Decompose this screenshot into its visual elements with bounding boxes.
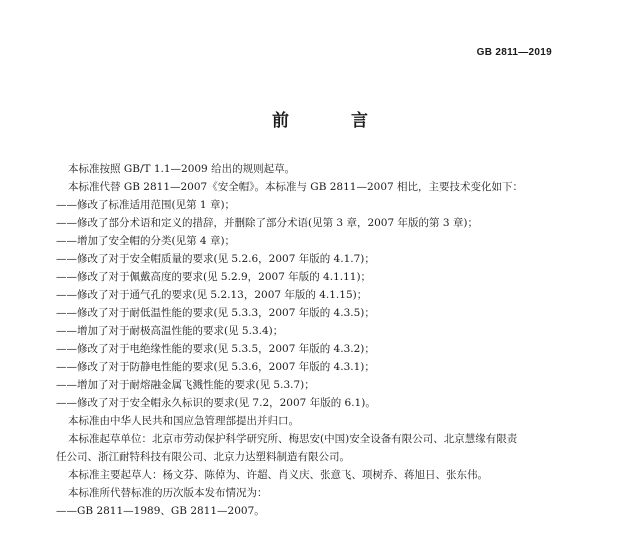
- paragraph-line: ——增加了安全帽的分类(见第 4 章)；: [56, 235, 236, 247]
- paragraph-line: 本标准起草单位：北京市劳动保护科学研究所、梅思安(中国)安全设备有限公司、北京慧缘有限责: [68, 433, 518, 445]
- paragraph-line: ——GB 2811—1989、GB 2811—2007。: [56, 505, 265, 517]
- paragraph-line: ——修改了对于电绝缘性能的要求(见 5.3.5，2007 年版的 4.3.2)；: [56, 343, 375, 355]
- paragraph-line: ——修改了标准适用范围(见第 1 章)；: [56, 199, 236, 211]
- paragraph-line: ——修改了部分术语和定义的措辞，并删除了部分术语(见第 3 章，2007 年版的第 3 章)；: [56, 217, 478, 229]
- paragraph-line: 本标准按照 GB/T 1.1—2009 给出的规则起草。: [68, 163, 296, 175]
- paragraph-line: 本标准主要起草人：杨文芬、陈倬为、许超、肖义庆、张意飞、项树乔、蒋旭日、张东伟。: [68, 469, 488, 481]
- paragraph-line: ——修改了对于防静电性能的要求(见 5.3.6，2007 年版的 4.3.1)；: [56, 361, 375, 373]
- paragraph-line: ——修改了对于耐低温性能的要求(见 5.3.3，2007 年版的 4.3.5)；: [56, 307, 375, 319]
- paragraph-line: 本标准代替 GB 2811—2007《安全帽》。本标准与 GB 2811—2007 相比，主要技术变化如下：: [68, 181, 524, 193]
- paragraph-line: ——修改了对于通气孔的要求(见 5.2.13，2007 年版的 4.1.15)；: [56, 289, 368, 301]
- paragraph-line: ——增加了对于耐熔融金属飞溅性能的要求(见 5.3.7)；: [56, 379, 315, 391]
- foreword-body: [56, 160, 586, 520]
- paragraph-line: ——修改了对于安全帽质量的要求(见 5.2.6，2007 年版的 4.1.7)；: [56, 253, 375, 265]
- standard-code: GB 2811—2019: [476, 47, 552, 58]
- paragraph-line: ——增加了对于耐极高温性能的要求(见 5.3.4)；: [56, 325, 284, 337]
- paragraph-line: 本标准由中华人民共和国应急管理部提出并归口。: [68, 415, 299, 427]
- page-title: 前 言: [272, 111, 396, 131]
- paragraph-line: 本标准所代替标准的历次版本发布情况为：: [68, 487, 268, 499]
- paragraph-line: ——修改了对于安全帽永久标识的要求(见 7.2，2007 年版的 6.1)。: [56, 397, 376, 409]
- paragraph-line: 任公司、浙江耐特科技有限公司、北京力达塑料制造有限公司。: [56, 451, 350, 463]
- paragraph-line: ——修改了对于佩戴高度的要求(见 5.2.9，2007 年版的 4.1.11)；: [56, 271, 372, 283]
